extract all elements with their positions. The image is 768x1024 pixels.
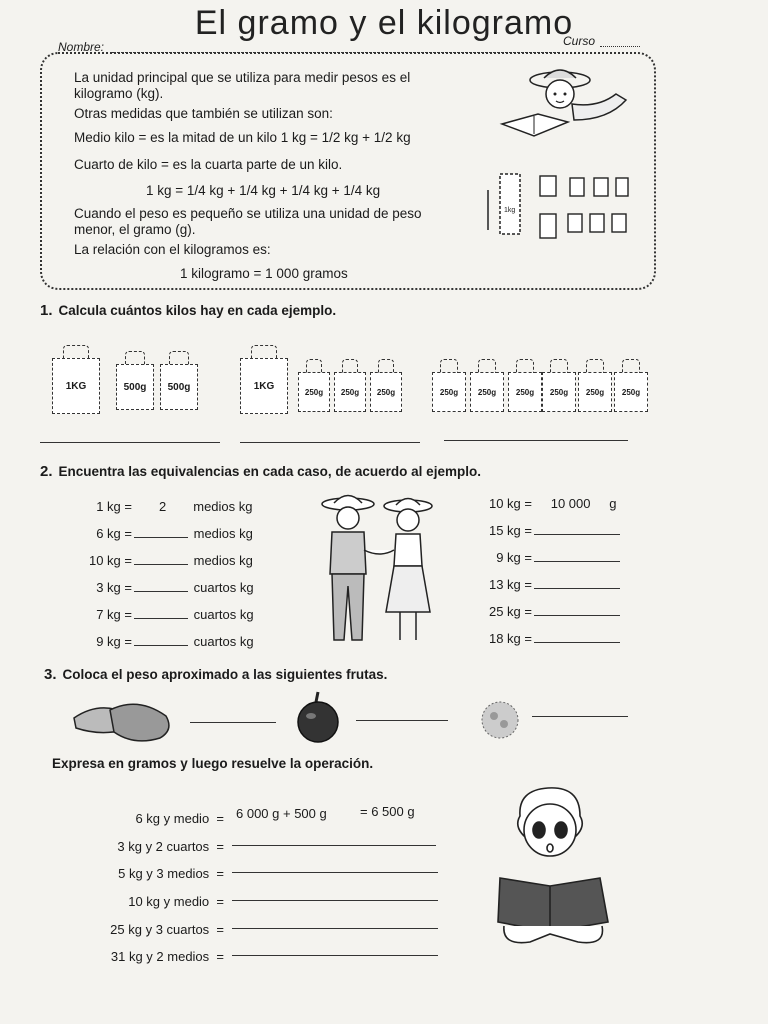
boy-reading-illustration bbox=[496, 786, 626, 950]
conversion-row-label: 31 kg y 2 medios = bbox=[110, 949, 224, 964]
section1-answer-line-3[interactable] bbox=[444, 440, 628, 441]
answer-blank[interactable] bbox=[534, 588, 620, 589]
equivalence-row: 6 kg = medios kg bbox=[96, 526, 253, 541]
answer-blank[interactable] bbox=[134, 645, 188, 646]
conversion-work: 6 000 g + 500 g bbox=[236, 806, 327, 821]
weight-1kg: 1KG bbox=[52, 358, 100, 414]
info-line-quarter-kilo: Cuarto de kilo = es la cuarta parte de un kilo. bbox=[74, 157, 343, 172]
info-line-gram-1: Cuando el peso es pequeño se utiliza una unidad de peso bbox=[74, 206, 422, 221]
answer-blank[interactable] bbox=[134, 618, 188, 619]
weight-250g: 250g bbox=[542, 372, 576, 412]
weight-250g: 250g bbox=[470, 372, 504, 412]
equivalence-row: 18 kg = bbox=[470, 631, 620, 646]
girl-reading-illustration bbox=[498, 64, 634, 144]
answer-blank[interactable] bbox=[534, 615, 620, 616]
equivalence-row: 25 kg = bbox=[470, 604, 620, 619]
conversion-row-label: 25 kg y 3 cuartos = bbox=[110, 922, 224, 937]
equivalence-row: 10 kg = 10 000 g bbox=[488, 496, 617, 511]
weight-250g: 250g bbox=[334, 372, 366, 412]
fruit-weight-line-apple[interactable] bbox=[356, 720, 448, 721]
weight-500g: 500g bbox=[116, 364, 154, 410]
conversion-answer-line[interactable] bbox=[232, 900, 438, 901]
equivalence-row: 7 kg = cuartos kg bbox=[96, 607, 254, 622]
conversion-row-label: 5 kg y 3 medios = bbox=[118, 866, 224, 881]
info-line-half-kilo: Medio kilo = es la mitad de un kilo 1 kg = 1/2 kg + 1/2 kg bbox=[74, 130, 411, 145]
section2-heading: 2. Encuentra las equivalencias en cada caso, de acuerdo al ejemplo. bbox=[40, 463, 481, 480]
weight-250g: 250g bbox=[508, 372, 542, 412]
scale-label: 1kg bbox=[504, 207, 516, 214]
answer-blank[interactable] bbox=[534, 642, 620, 643]
info-line-equivalence: 1 kilogramo = 1 000 gramos bbox=[180, 266, 348, 281]
equivalence-row: 9 kg = cuartos kg bbox=[96, 634, 254, 649]
info-line-1: La unidad principal que se utiliza para medir pesos es el bbox=[74, 70, 411, 85]
couple-illustration bbox=[304, 490, 454, 650]
conversion-answer-line[interactable] bbox=[232, 872, 438, 873]
weight-250g: 250g bbox=[614, 372, 648, 412]
conversion-result: = 6 500 g bbox=[360, 804, 415, 819]
weight-250g: 250g bbox=[298, 372, 330, 412]
equivalence-row: 15 kg = bbox=[470, 523, 620, 538]
weight-250g: 250g bbox=[432, 372, 466, 412]
answer-blank[interactable] bbox=[134, 564, 188, 565]
section1-heading: 1. Calcula cuántos kilos hay en cada ejemplo. bbox=[40, 302, 337, 319]
answer-blank[interactable] bbox=[134, 537, 188, 538]
info-line-2: kilogramo (kg). bbox=[74, 86, 164, 101]
fruit-weight-line-grape[interactable] bbox=[532, 716, 628, 717]
conversion-row-label: 10 kg y medio = bbox=[128, 894, 224, 909]
answer-blank[interactable] bbox=[134, 591, 188, 592]
info-line-quarter-formula: 1 kg = 1/4 kg + 1/4 kg + 1/4 kg + 1/4 kg bbox=[146, 183, 381, 198]
course-field[interactable] bbox=[600, 46, 640, 47]
name-label: Nombre: bbox=[58, 40, 105, 54]
course-label: Curso bbox=[563, 34, 596, 48]
worksheet-title: El gramo y el kilogramo bbox=[194, 4, 574, 42]
weight-1kg: 1KG bbox=[240, 358, 288, 414]
conversion-answer-line[interactable] bbox=[232, 845, 436, 846]
section3-heading: 3. Coloca el peso aproximado a las siguientes frutas. bbox=[44, 666, 388, 683]
answer-blank[interactable] bbox=[534, 534, 620, 535]
conversion-answer-line[interactable] bbox=[232, 928, 438, 929]
conversion-row-label: 3 kg y 2 cuartos = bbox=[117, 839, 224, 854]
equivalence-row: 10 kg = medios kg bbox=[88, 553, 253, 568]
section4-heading: Expresa en gramos y luego resuelve la operación. bbox=[52, 756, 374, 771]
weight-500g: 500g bbox=[160, 364, 198, 410]
section1-answer-line-1[interactable] bbox=[40, 442, 220, 443]
equivalence-row: 9 kg = bbox=[470, 550, 620, 565]
equivalence-row: 1 kg = 2 medios kg bbox=[96, 499, 253, 514]
equivalence-row: 13 kg = bbox=[470, 577, 620, 592]
info-line-3: Otras medidas que también se utilizan son: bbox=[74, 106, 333, 121]
weight-250g: 250g bbox=[370, 372, 402, 412]
conversion-answer-line[interactable] bbox=[232, 955, 438, 956]
info-line-gram-2: menor, el gramo (g). bbox=[74, 222, 196, 237]
weight-250g: 250g bbox=[578, 372, 612, 412]
equivalence-row: 3 kg = cuartos kg bbox=[96, 580, 254, 595]
grape-illustration bbox=[476, 696, 526, 744]
bananas-illustration bbox=[70, 696, 180, 752]
scale-weights-illustration bbox=[486, 160, 636, 250]
info-line-relation: La relación con el kilogramos es: bbox=[74, 242, 271, 257]
fruit-weight-line-bananas[interactable] bbox=[190, 722, 276, 723]
apple-illustration bbox=[294, 690, 346, 746]
conversion-row-label: 6 kg y medio = bbox=[135, 811, 224, 826]
answer-blank[interactable] bbox=[534, 561, 620, 562]
section1-answer-line-2[interactable] bbox=[240, 442, 420, 443]
